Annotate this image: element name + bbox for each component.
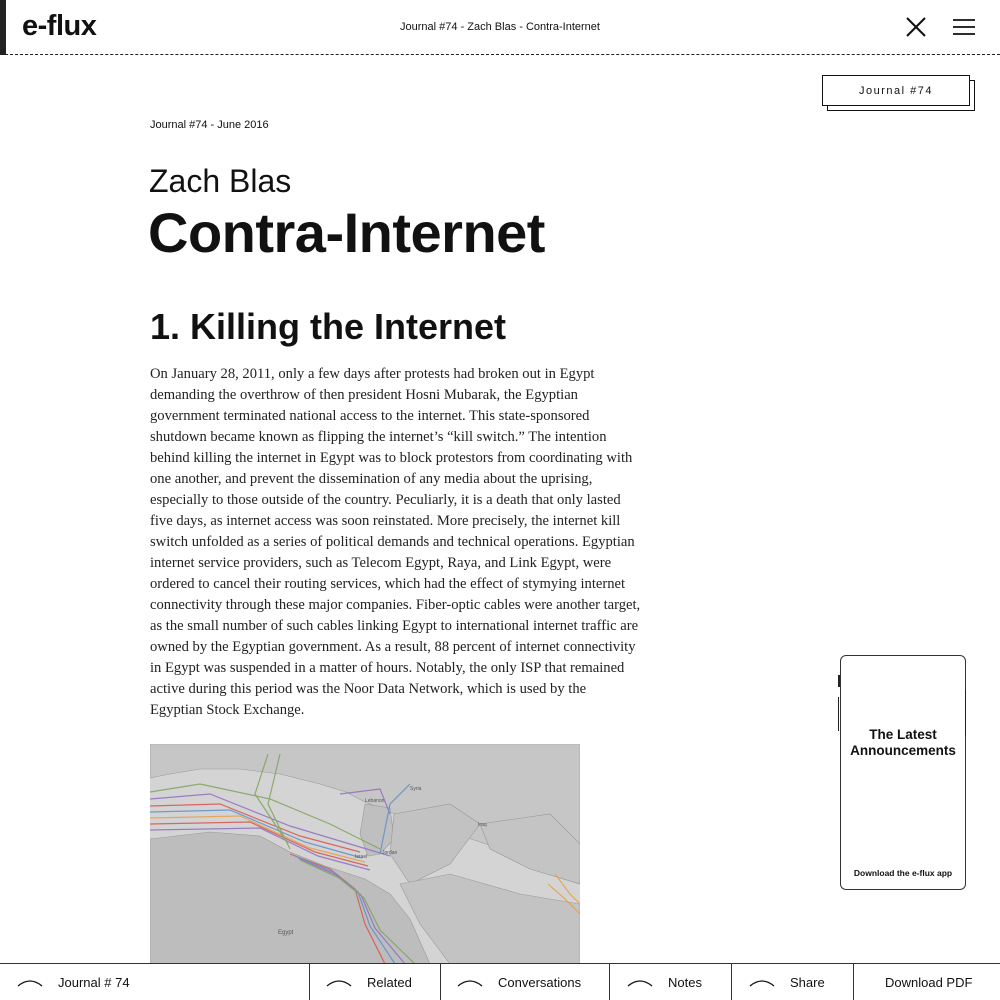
bottom-toolbar: [0, 963, 1000, 1000]
map-label-syria: Syria: [410, 786, 422, 792]
toolbar-divider: [731, 964, 732, 1000]
article-meta[interactable]: Journal #74 - June 2016: [150, 119, 269, 131]
close-button[interactable]: [905, 16, 927, 38]
download-app-link[interactable]: Download the e-flux app: [853, 868, 953, 878]
download-pdf-button[interactable]: [885, 964, 972, 1000]
map-label-lebanon: Lebanon: [365, 798, 385, 804]
toolbar-divider: [853, 964, 854, 1000]
menu-button[interactable]: [952, 18, 976, 36]
submarine-cable-map: [150, 744, 580, 964]
toolbar-notes[interactable]: [627, 964, 702, 1000]
announcements-widget[interactable]: [840, 655, 966, 890]
article-title: Contra-Internet: [148, 201, 545, 264]
toolbar-divider: [309, 964, 310, 1000]
site-logo[interactable]: e-flux: [22, 10, 97, 42]
toolbar-divider: [440, 964, 441, 1000]
arc-icon: [627, 978, 653, 988]
section-heading: 1. Killing the Internet: [150, 306, 507, 347]
journal-tag-button[interactable]: [822, 75, 970, 106]
toolbar-share[interactable]: [749, 964, 825, 1000]
announcements-title-line2: Announcements: [850, 743, 956, 758]
arc-icon: [457, 978, 483, 988]
toolbar-conversations-label: Conversations: [498, 975, 582, 990]
hamburger-icon: [952, 18, 976, 36]
announcements-title: [841, 727, 965, 759]
toolbar-divider: [609, 964, 610, 1000]
announcements-title-line1: The Latest: [869, 727, 937, 742]
map-label-egypt: Egypt: [278, 930, 294, 936]
toolbar-journal[interactable]: [17, 964, 130, 1000]
map-label-iraq: Iraq: [478, 822, 487, 828]
arc-icon: [17, 978, 43, 988]
toolbar-notes-label: Notes: [668, 975, 702, 990]
toolbar-related[interactable]: [326, 964, 412, 1000]
toolbar-conversations[interactable]: [457, 964, 581, 1000]
header-page-title: Journal #74 - Zach Blas - Contra-Internet: [400, 21, 600, 33]
map-graphic: [150, 744, 580, 964]
download-pdf-label: Download PDF: [885, 975, 973, 990]
article-body: On January 28, 2011, only a few days after protests had broken out in Egypt demanding the overthrow of then president Hosni Mubarak, the Egyptian government terminated national access to the internet. This state-sponsored shutdown became known as flipping the internet’s “kill switch.” The intention behind killing the internet in Egypt was to block protestors from coordinating with one another, and prevent the dissemination of any media about the uprising, especially to those outside of the country. Peculiarly, it is a death that only lasted five days, as internet access was soon reinstated. More precisely, the internet kill switch unfolded as a series of political demands and technical operations. Egyptian internet service providers, such as Telecom Egypt, Raya, and Link Egypt, were ordered to cancel their routing services, which had the effect of stymying internet connectivity through these major companies. Fiber-optic cables were another target, as the small number of such cables linking Egypt to international internet traffic are owned by the Egyptian government. As a result, 88 percent of internet connectivity in Egypt was suspended in a matter of hours. Notably, the only ISP that remained active during this period was the Noor Data Network, which is used by the Egyptian Stock Exchange.: [150, 366, 641, 718]
map-label-israel: Israel: [355, 854, 368, 860]
site-header: [0, 0, 1000, 55]
arc-icon: [749, 978, 775, 988]
toolbar-journal-label: Journal # 74: [58, 975, 130, 990]
journal-tag-label: Journal #74: [822, 75, 970, 106]
close-icon: [905, 16, 927, 38]
article-author[interactable]: Zach Blas: [149, 163, 292, 199]
map-label-jordan: Jordan: [382, 850, 398, 856]
arc-icon: [326, 978, 352, 988]
toolbar-share-label: Share: [790, 975, 825, 990]
toolbar-related-label: Related: [367, 975, 412, 990]
announce-edge: [963, 690, 966, 736]
